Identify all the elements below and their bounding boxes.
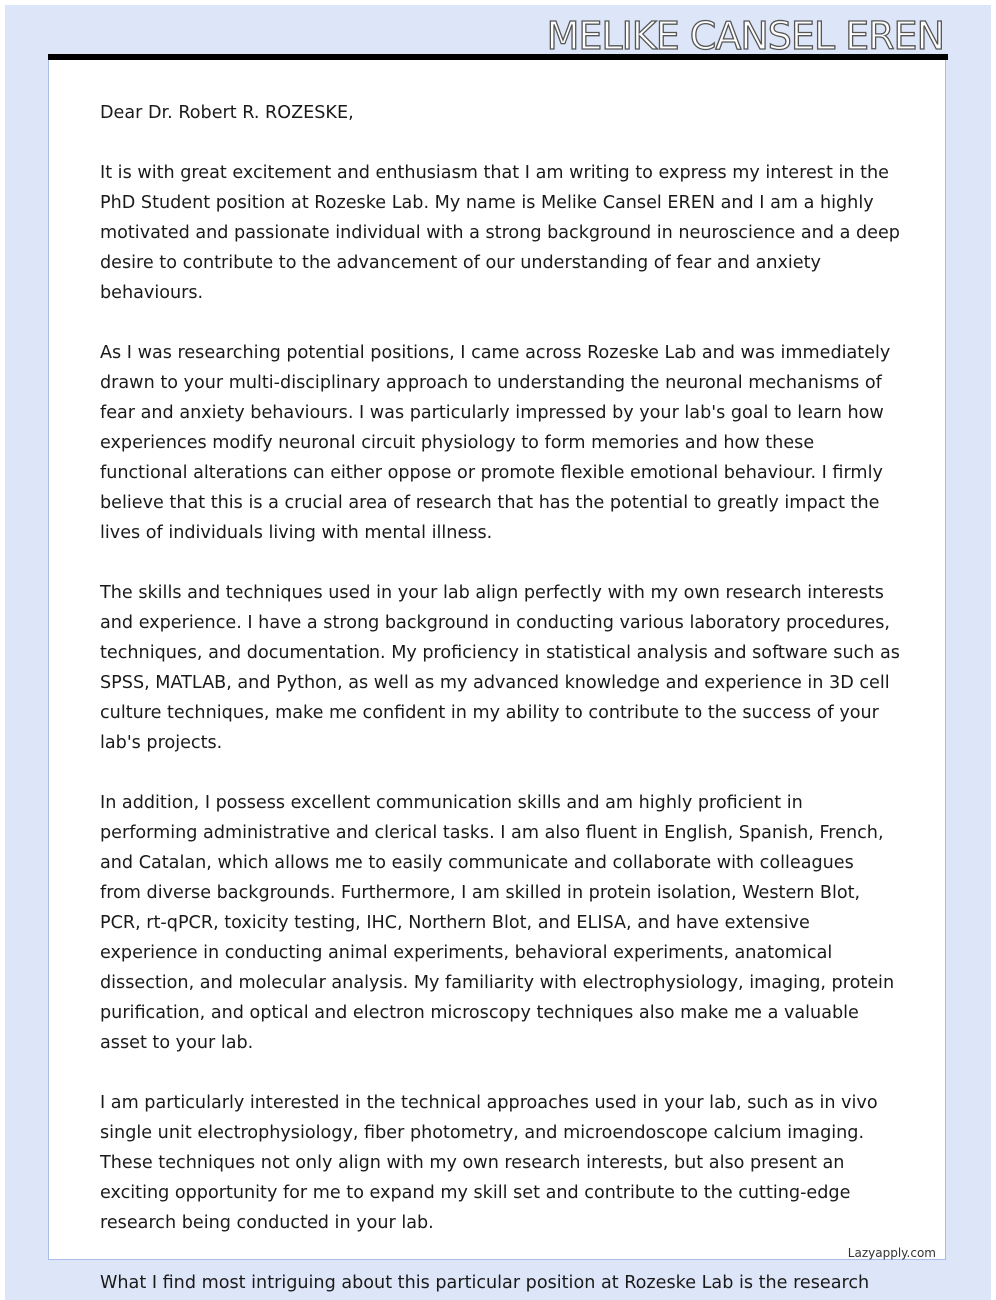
paragraph-motivation: As I was researching potential positions, I came across Rozeske Lab and was immediately drawn to your multi-disciplinary approach to understanding the neuronal mechanisms of fear and anxiety behaviours. I was particularly impressed by your lab's goal to learn how experiences modify neuronal circuit physiology to form memories and how these functional alterations can either oppose or promote flexible emotional behaviour. I firmly believe that this is a crucial area of research that has the potential to greatly impact the lives of individuals living with mental illness. (100, 343, 891, 543)
salutation: Dear Dr. Robert R. ROZESKE, (100, 103, 354, 123)
letter-body (100, 98, 900, 1268)
footer-brand: Lazyapply.com (847, 1246, 936, 1260)
paragraph-skills: The skills and techniques used in your lab align perfectly with my own research interests and experience. I have a strong background in conducting various laboratory procedures, techniques, and documentation. My proficiency in statistical analysis and software such as SPSS, MATLAB, and Python, as well as my advanced knowledge and experience in 3D cell culture techniques, make me confident in my ability to contribute to the success of your lab's projects. (100, 583, 900, 753)
applicant-name: MELIKE CANSEL EREN (546, 14, 944, 58)
paragraph-continuation: What I find most intriguing about this particular position at Rozeske Lab is the research (100, 1273, 870, 1293)
paragraph-intro: It is with great excitement and enthusiasm that I am writing to express my interest in the PhD Student position at Rozeske Lab. My name is Melike Cansel EREN and I am a highly motivated and passionate individual with a strong background in neuroscience and a deep desire to contribute to the advancement of our understanding of fear and anxiety behaviours. (100, 163, 900, 303)
paragraph-additional-skills: In addition, I possess excellent communication skills and am highly proficient in performing administrative and clerical tasks. I am also fluent in English, Spanish, French, and Catalan, which allows me to easily communicate and collaborate with colleagues from diverse backgrounds. Furthermore, I am skilled in protein isolation, Western Blot, PCR, rt-qPCR, toxicity testing, IHC, Northern Blot, and ELISA, and have extensive experience in conducting animal experiments, behavioral experiments, anatomical dissection, and molecular analysis. My familiarity with electrophysiology, imaging, protein purification, and optical and electron microscopy techniques also make me a valuable asset to your lab. (100, 793, 895, 1053)
paragraph-technical-interest: I am particularly interested in the technical approaches used in your lab, such as in vivo single unit electrophysiology, fiber photometry, and microendoscope calcium imaging. These techniques not only align with my own research interests, but also present an exciting opportunity for me to expand my skill set and contribute to the cutting-edge research being conducted in your lab. (100, 1093, 878, 1233)
